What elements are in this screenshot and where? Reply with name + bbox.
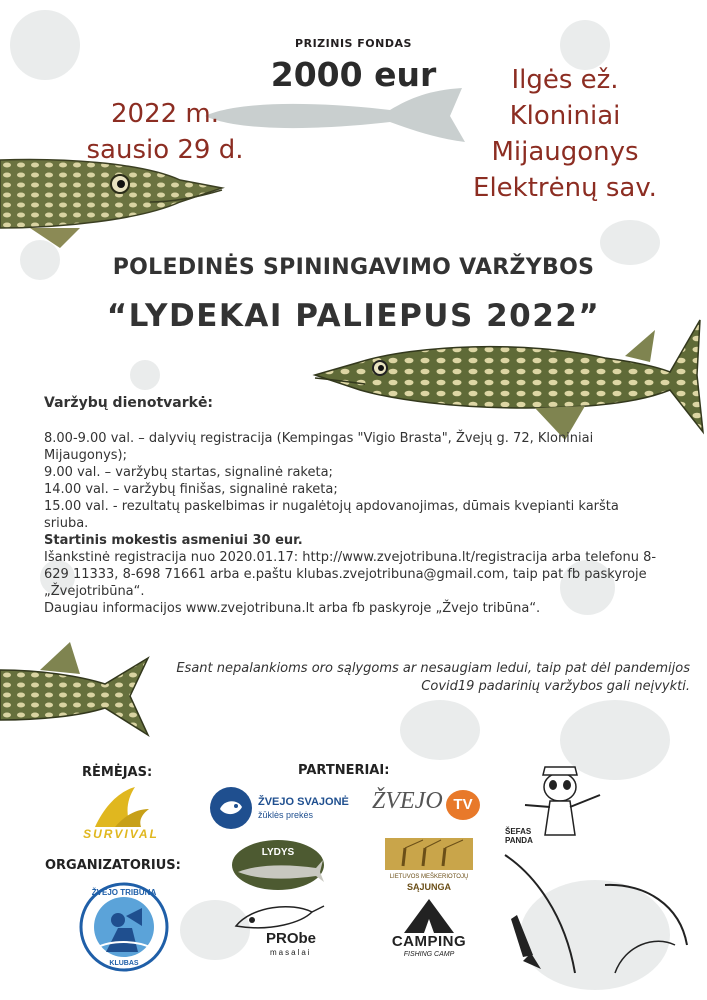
tent-icon bbox=[384, 895, 474, 935]
zvejo-svajone-logo bbox=[208, 785, 358, 835]
sefas-panda-text: ŠEFAS PANDA bbox=[505, 827, 533, 845]
zvejo-tv-text: ŽVEJO bbox=[372, 788, 443, 814]
event-date-year: 2022 m. bbox=[110, 99, 220, 129]
fish-hook-icon bbox=[208, 785, 254, 831]
registration-info: Išankstinė registracija nuo 2020.01.17: http://www.zvejotribuna.lt/registracija arba telefonu 8-629 11333, 8-698 71661 arba e.paštu klubas.zvejotribuna@gmail.com, taip pat fb paskyroje „Žvejotribūna“. bbox=[44, 550, 657, 599]
fishing-camp-text: FISHING CAMP bbox=[403, 951, 455, 958]
event-location bbox=[440, 62, 690, 206]
probe-masalai-logo bbox=[232, 898, 332, 958]
event-date-day: sausio 29 d. bbox=[86, 135, 244, 165]
schedule-line: 14.00 val. – varžybų finišas, signalinė raketa; bbox=[44, 482, 338, 497]
schedule-heading: Varžybų dienotvarkė: bbox=[44, 395, 214, 411]
location-village-1: Kloniniai bbox=[509, 101, 621, 131]
schedule-line: 8.00-9.00 val. – dalyvių registracija (Kempingas "Vigio Brasta", Žvejų g. 72, Kloniniai Mijaugonys); bbox=[44, 431, 594, 463]
event-date bbox=[50, 96, 280, 168]
schedule-line: 9.00 val. – varžybų startas, signalinė raketa; bbox=[44, 465, 333, 480]
lydys-logo bbox=[228, 838, 328, 893]
more-info: Daugiau informacijos www.zvejotribuna.lt arba fb paskyroje „Žvejo tribūna“. bbox=[44, 601, 541, 616]
partners-label: PARTNERIAI: bbox=[298, 763, 390, 778]
location-village-2: Mijaugonys bbox=[491, 137, 639, 167]
survival-logo bbox=[65, 785, 175, 845]
meskeriotoju-line1: LIETUVOS MEŠKERIOTOJŲ bbox=[389, 874, 469, 880]
event-subtitle: POLEDINĖS SPININGAVIMO VARŽYBOS bbox=[112, 255, 595, 280]
organizer-label: ORGANIZATORIUS: bbox=[45, 858, 181, 873]
camping-logo bbox=[384, 895, 474, 963]
sefas-panda-logo bbox=[505, 765, 615, 845]
prize-amount: 2000 eur bbox=[270, 55, 437, 94]
prize-fund-label: PRIZINIS FONDAS bbox=[295, 37, 412, 50]
location-lake: Ilgės ež. bbox=[511, 65, 619, 95]
zvejo-tribuna-text: ŽVEJO TRIBŪNA bbox=[91, 888, 157, 897]
zvejo-svajone-text: ŽVEJO SVAJONĖ bbox=[258, 796, 349, 808]
tv-badge: TV bbox=[446, 790, 480, 820]
meskeriotoju-sajunga-logo bbox=[383, 836, 475, 896]
entry-fee: Startinis mokestis asmeniui 30 eur. bbox=[44, 533, 303, 548]
lydys-text: LYDYS bbox=[261, 847, 295, 858]
zvejo-tribuna-logo bbox=[76, 882, 172, 972]
masalai-text: masalai bbox=[270, 948, 312, 957]
location-municipality: Elektrėnų sav. bbox=[473, 173, 657, 203]
weather-notice: Esant nepalankioms oro sąlygoms ar nesaugiam ledui, taip pat dėl pandemijos Covid19 padarinių varžybos gali neįvykti. bbox=[176, 661, 690, 694]
probe-text: PRObe bbox=[266, 930, 317, 947]
zvejo-svajone-subtext: žūklės prekės bbox=[258, 810, 314, 820]
pike-tail-left bbox=[0, 640, 150, 740]
ice-angler-sketch bbox=[495, 845, 695, 975]
anglers-icon bbox=[383, 836, 475, 872]
zvejo-tv-logo bbox=[372, 788, 482, 826]
supporter-label: RĖMĖJAS: bbox=[82, 765, 153, 780]
shark-fin-icon bbox=[65, 785, 175, 829]
camping-text: CAMPING bbox=[391, 933, 467, 950]
schedule-body bbox=[44, 430, 664, 617]
survival-logo-text: SURVIVAL bbox=[83, 827, 159, 841]
klubas-text: KLUBAS bbox=[109, 960, 139, 967]
event-title: “LYDEKAI PALIEPUS 2022” bbox=[106, 298, 601, 334]
meskeriotoju-line2: SĄJUNGA bbox=[406, 882, 451, 892]
schedule-line: 15.00 val. - rezultatų paskelbimas ir nugalėtojų apdovanojimas, dūmais kvepianti karšta sriuba. bbox=[44, 499, 619, 531]
